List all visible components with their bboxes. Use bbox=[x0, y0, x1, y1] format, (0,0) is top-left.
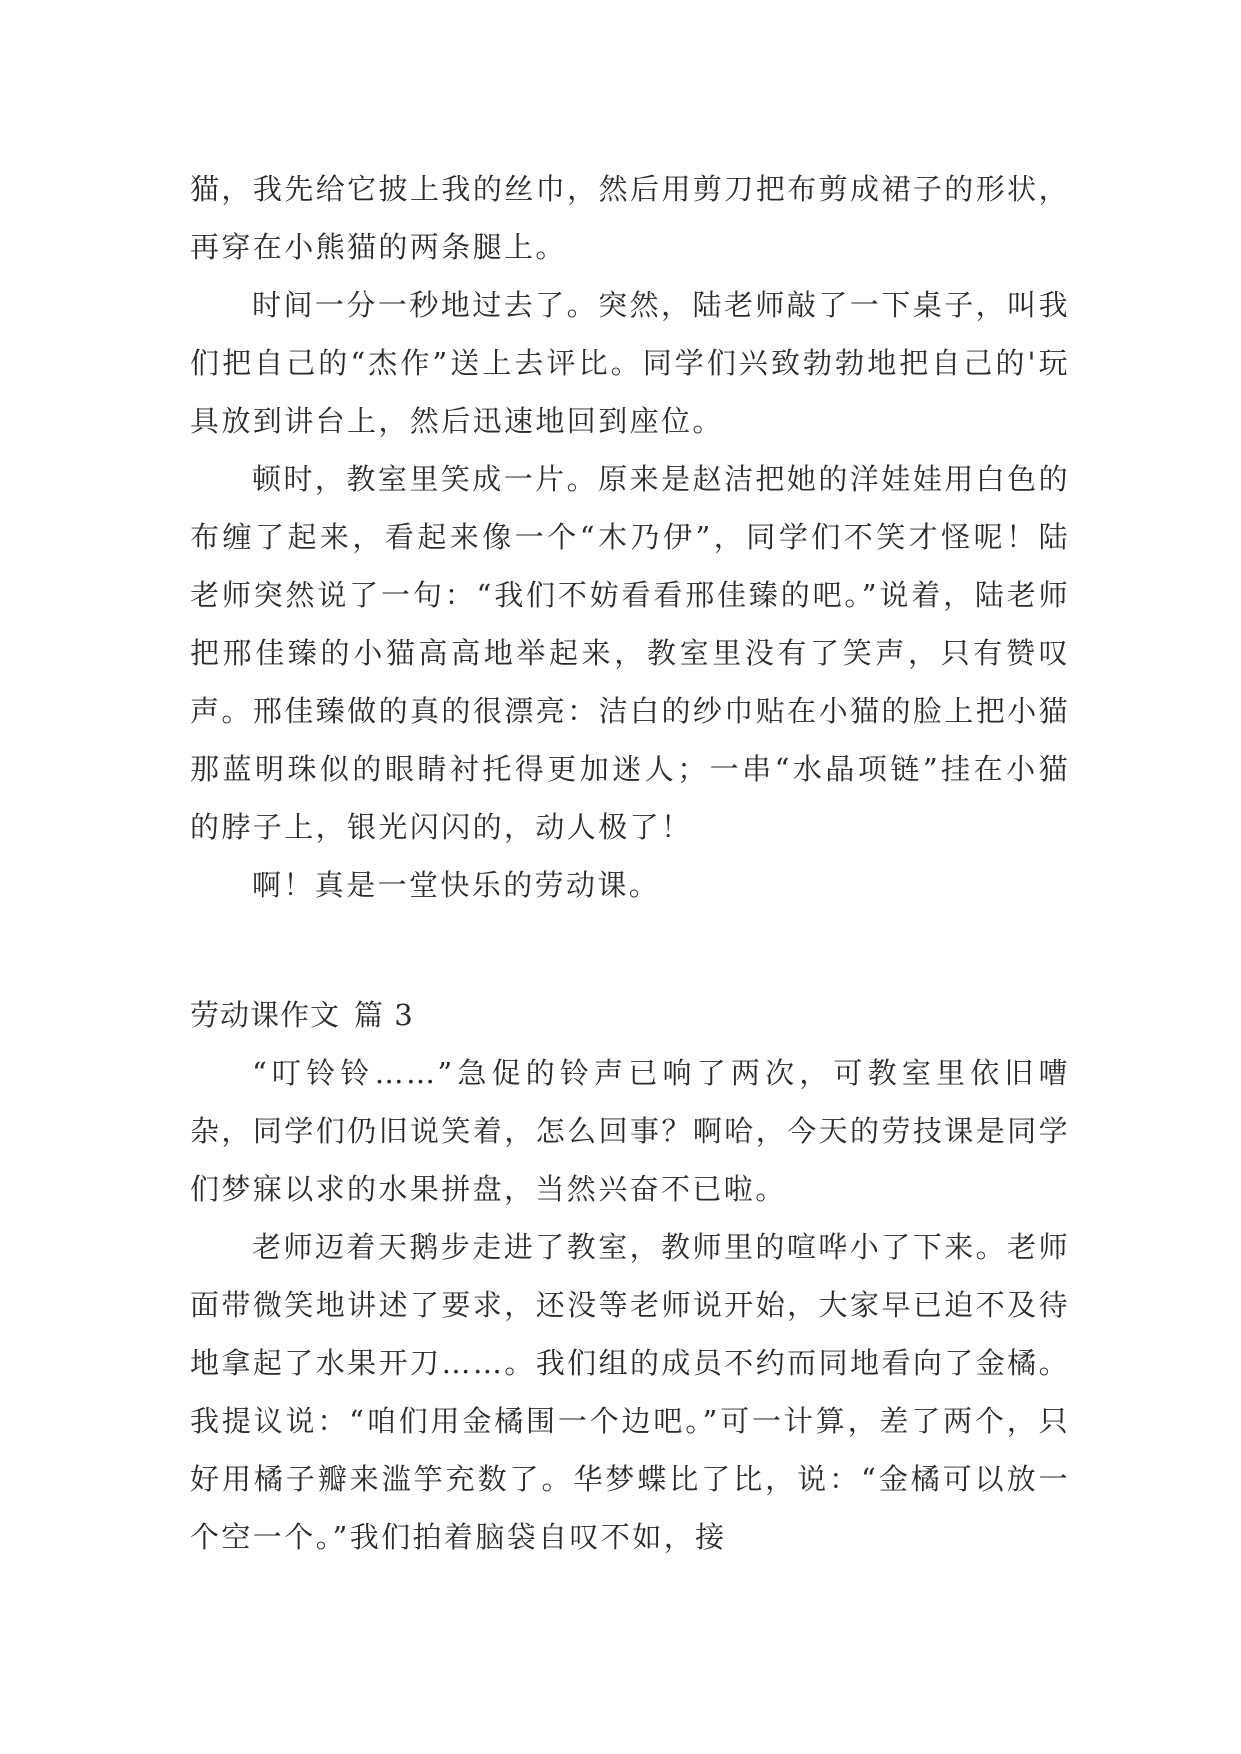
paragraph-4: 啊！真是一堂快乐的劳动课。 bbox=[252, 868, 661, 902]
document-page bbox=[190, 160, 1070, 1566]
section-number: 篇 3 bbox=[354, 998, 414, 1032]
section-title: 劳动课作文 bbox=[190, 998, 341, 1032]
paragraph-1: 猫，我先给它披上我的丝巾，然后用剪刀把布剪成裙子的形状，再穿在小熊猫的两条腿上。 bbox=[190, 172, 1070, 264]
section-heading bbox=[190, 986, 1070, 1044]
paragraph-3: 顿时，教室里笑成一片。原来是赵洁把她的洋娃娃用白色的布缠了起来，看起来像一个“木乃伊”，同学们不笑才怪呢！陆老师突然说了一句：“我们不妨看看邢佳臻的吧。”说着，陆老师把邢佳臻的小猫高高地举起来，教室里没有了笑声，只有赞叹声。邢佳臻做的真的很漂亮：洁白的纱巾贴在小猫的脸上把小猫那蓝明珠似的眼睛衬托得更加迷人；一串“水晶项链”挂在小猫的脖子上，银光闪闪的，动人极了！ bbox=[190, 462, 1070, 844]
paragraph-6: 老师迈着天鹅步走进了教室，教师里的喧哗小了下来。老师面带微笑地讲述了要求，还没等老师说开始，大家早已迫不及待地拿起了水果开刀……。我们组的成员不约而同地看向了金橘。我提议说：“咱们用金橘围一个边吧。”可一计算，差了两个，只好用橘子瓣来滥竽充数了。华梦蝶比了比，说：“金橘可以放一个空一个。”我们拍着脑袋自叹不如，接 bbox=[190, 1230, 1070, 1554]
paragraph-5: “叮铃铃……”急促的铃声已响了两次，可教室里依旧嘈杂，同学们仍旧说笑着，怎么回事？啊哈，今天的劳技课是同学们梦寐以求的水果拼盘，当然兴奋不已啦。 bbox=[190, 1056, 1070, 1206]
paragraph-2: 时间一分一秒地过去了。突然，陆老师敲了一下桌子，叫我们把自己的“杰作”送上去评比。同学们兴致勃勃地把自己的'玩具放到讲台上，然后迅速地回到座位。 bbox=[190, 288, 1070, 438]
